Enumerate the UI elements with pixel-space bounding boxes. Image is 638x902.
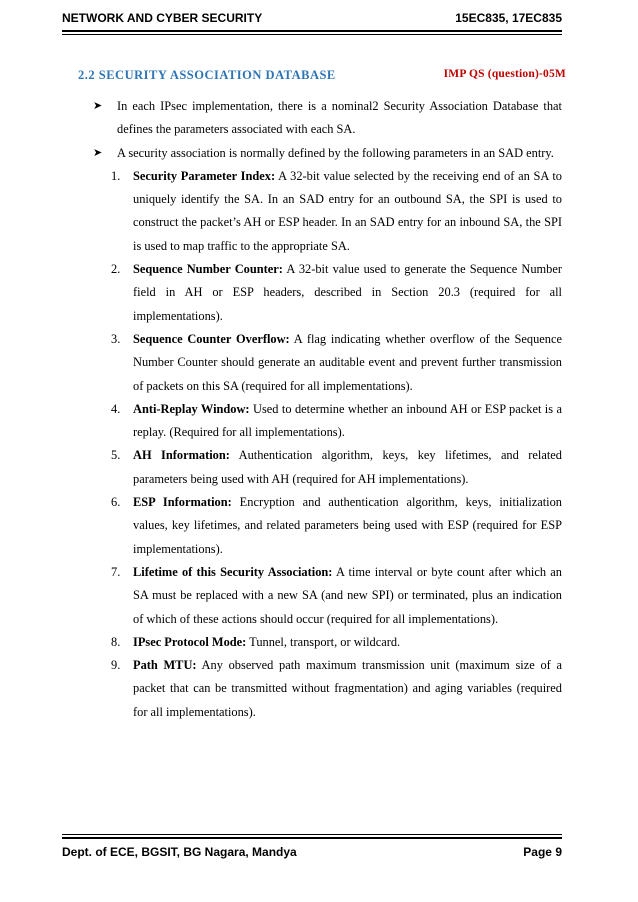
list-item (91, 444, 562, 491)
header-divider-thin (62, 34, 562, 35)
item-term: Lifetime of this Security Association: (133, 564, 333, 579)
item-description: A time interval or byte count after which an SA must be replaced with a new SA (and new SPI) or terminated, plus an indication of which of these actions should occur (required for all implementations). (133, 564, 562, 626)
page-number: Page 9 (523, 845, 562, 859)
item-number: 1. (111, 168, 121, 183)
item-term: Sequence Number Counter: (133, 262, 283, 277)
header-course-title: NETWORK AND CYBER SECURITY (62, 11, 263, 25)
item-term: ESP Information: (133, 495, 232, 510)
item-description: A 32-bit value selected by the receiving end of an SA to uniquely identify the SA. In an SAD entry for an outbound SA, the SPI is used to construct the packet’s AH or ESP header. In an SAD entry for an inbound SA, the SPI is used to map traffic to the appropriate SA. (133, 168, 563, 253)
list-item (91, 328, 562, 398)
item-number: 2. (111, 262, 121, 277)
item-term: IPsec Protocol Mode: (133, 634, 247, 649)
item-description: A flag indicating whether overflow of the Sequence Number Counter should generate an auditable event and prevent further transmission of packets on this SA (required for all implementations). (133, 331, 562, 393)
bullet-item (91, 95, 562, 142)
item-description: Authentication algorithm, keys, key lifetimes, and related parameters being used with AH (required for AH implementations). (133, 448, 562, 486)
arrow-bullet-icon: ➤ (93, 146, 103, 159)
parameter-list (91, 165, 562, 724)
item-number: 5. (111, 448, 121, 463)
page-content (91, 95, 562, 724)
bullet-item (91, 142, 562, 165)
list-item (91, 631, 562, 654)
item-description: Tunnel, transport, or wildcard. (246, 634, 401, 649)
list-item (91, 491, 562, 561)
item-term: Sequence Counter Overflow: (133, 331, 290, 346)
footer-divider-thick (62, 837, 562, 839)
bullet-text: A security association is normally defined by the following parameters in an SAD entry. (117, 145, 554, 160)
item-description: A 32-bit value used to generate the Sequence Number field in AH or ESP headers, described in Section 20.3 (required for all implementations). (133, 262, 562, 323)
item-number: 9. (111, 658, 121, 673)
item-number: 6. (111, 495, 121, 510)
item-description: Encryption and authentication algorithm, keys, initialization values, key lifetimes, and related parameters being used with ESP (required for ESP implementations). (133, 495, 562, 556)
list-item (91, 561, 562, 631)
section-title: 2.2 SECURITY ASSOCIATION DATABASE (78, 68, 336, 82)
item-number: 8. (111, 634, 121, 649)
list-item (91, 258, 562, 328)
item-number: 7. (111, 564, 121, 579)
item-description: Used to determine whether an inbound AH or ESP packet is a replay. (Required for all implementations). (133, 401, 562, 440)
item-term: Anti-Replay Window: (133, 401, 250, 416)
list-item (91, 398, 562, 445)
arrow-bullet-icon: ➤ (93, 100, 103, 112)
footer-department: Dept. of ECE, BGSIT, BG Nagara, Mandya (62, 845, 297, 859)
item-number: 4. (111, 401, 121, 416)
header-divider-thick (62, 30, 562, 32)
list-item (91, 654, 562, 724)
list-item (91, 165, 562, 258)
importance-tag: IMP QS (question)-05M (443, 68, 566, 80)
page-header (62, 8, 562, 28)
bullet-text: In each IPsec implementation, there is a nominal2 Security Association Database that defines the parameters associated with each SA. (117, 99, 562, 137)
page-footer (62, 842, 562, 862)
item-term: Path MTU: (133, 658, 197, 673)
footer-divider-thin (62, 834, 562, 835)
item-term: AH Information: (133, 448, 230, 463)
header-course-code: 15EC835, 17EC835 (455, 11, 562, 25)
item-term: Security Parameter Index: (133, 168, 276, 183)
item-number: 3. (111, 331, 121, 346)
item-description: Any observed path maximum transmission unit (maximum size of a packet that can be transmitted without fragmentation) and aging variables (required for all implementations). (133, 658, 562, 719)
